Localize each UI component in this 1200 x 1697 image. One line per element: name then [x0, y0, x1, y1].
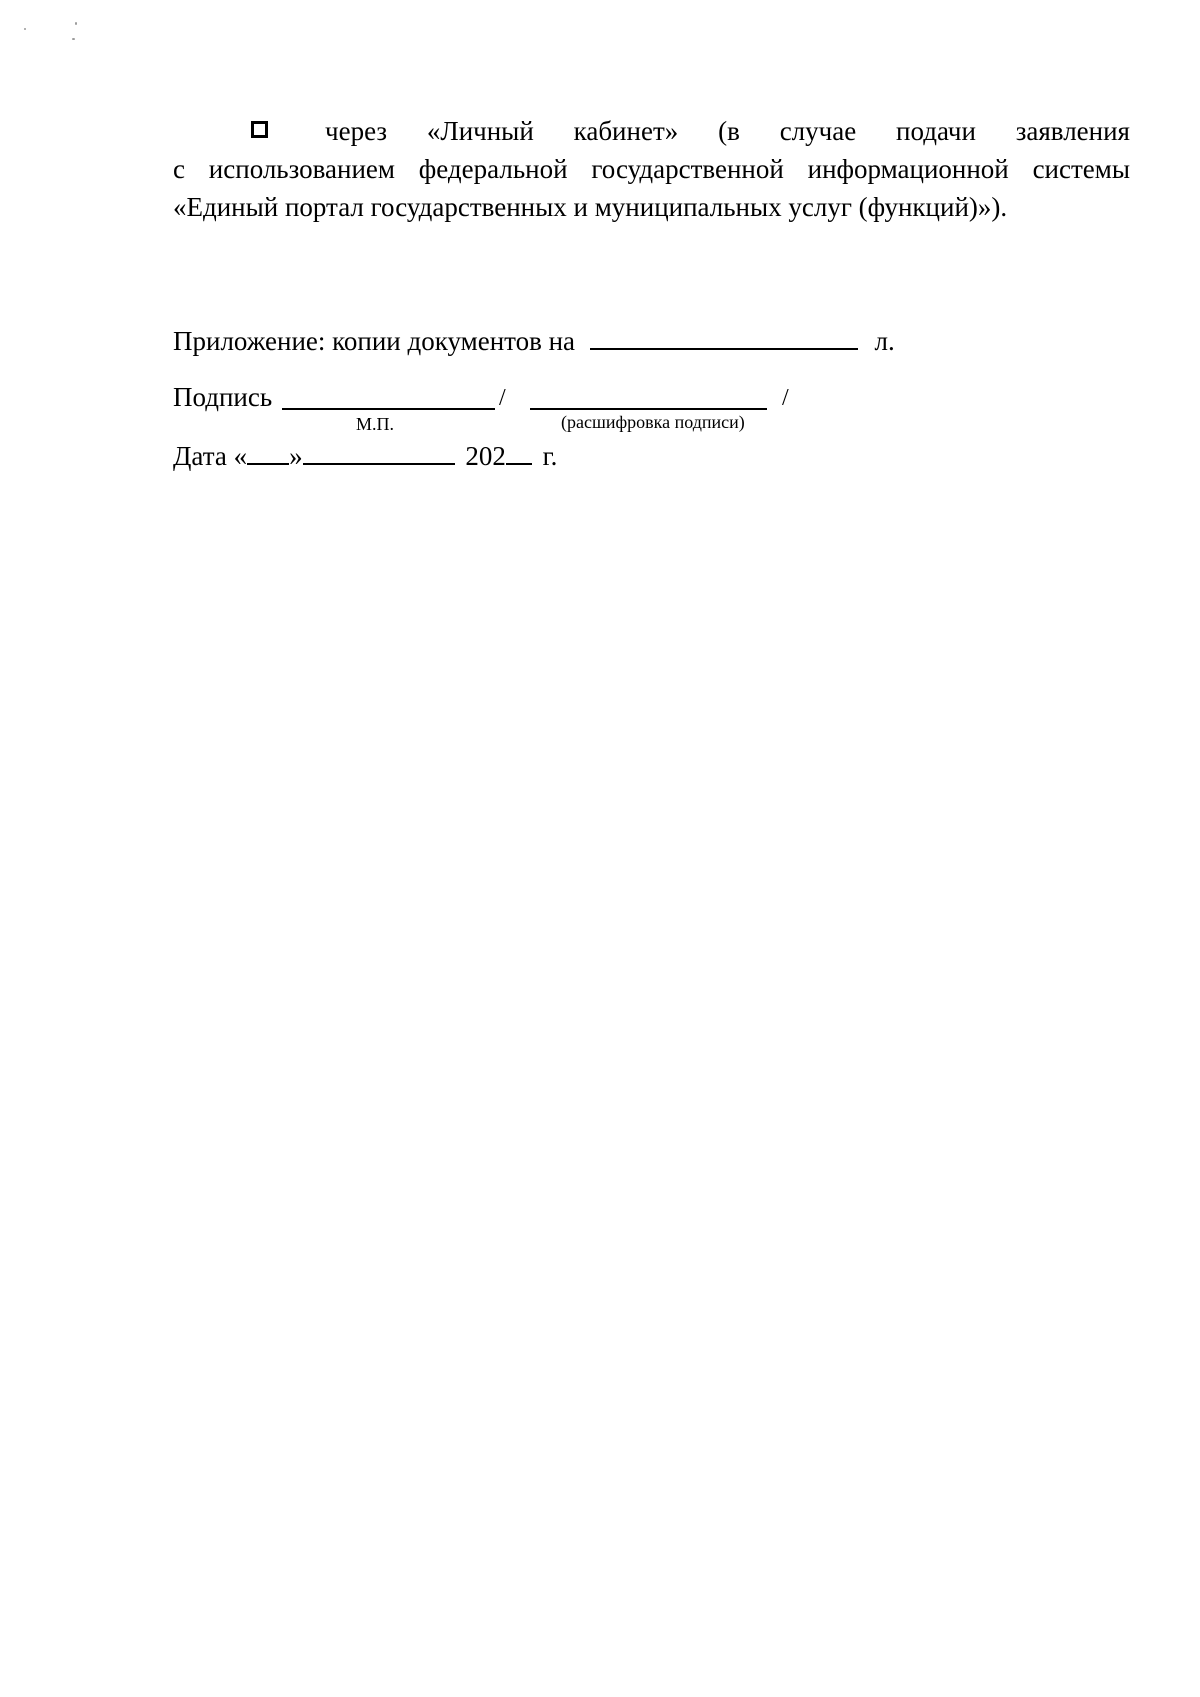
paragraph-line-1 — [173, 112, 1130, 150]
date-label: Дата « — [173, 441, 248, 471]
date-row — [173, 439, 557, 473]
signature-slash-2: / — [782, 385, 789, 411]
signature-decode-field[interactable] — [530, 408, 767, 410]
paragraph-word: заявления — [1015, 116, 1130, 146]
appendix-row — [173, 324, 895, 358]
paragraph-word: (в — [718, 116, 740, 146]
signature-slash-1: / — [499, 385, 506, 411]
paragraph-word: через — [325, 116, 388, 146]
signature-row — [173, 380, 272, 414]
paragraph-word: кабинет» — [573, 116, 679, 146]
signature-label: Подпись — [173, 382, 273, 412]
signature-field[interactable] — [282, 408, 495, 410]
delivery-option-paragraph — [173, 112, 1130, 226]
paragraph-line-3: «Единый портал государственных и муниципальных услуг (функций)»). — [173, 192, 1008, 222]
date-close-quote: » — [289, 441, 303, 471]
appendix-pages-field[interactable] — [590, 324, 858, 350]
paragraph-word: случае — [779, 116, 857, 146]
stamp-label: М.П. — [356, 414, 395, 434]
scan-speck — [24, 28, 26, 30]
scan-speck — [75, 22, 77, 25]
date-month-field[interactable] — [303, 439, 455, 465]
paragraph-word: подачи — [896, 116, 976, 146]
date-day-field[interactable] — [247, 439, 289, 465]
date-suffix: г. — [542, 441, 558, 471]
paragraph-line-2: с использованием федеральной государственной информационной системы — [173, 154, 1130, 184]
decode-label: (расшифровка подписи) — [561, 412, 745, 432]
date-year-prefix: 202 — [465, 441, 506, 471]
appendix-suffix: л. — [874, 326, 895, 356]
appendix-label: Приложение: копии документов на — [173, 326, 576, 356]
scan-speck — [72, 38, 75, 40]
date-year-field[interactable] — [506, 439, 532, 465]
paragraph-word: «Личный — [426, 116, 534, 146]
